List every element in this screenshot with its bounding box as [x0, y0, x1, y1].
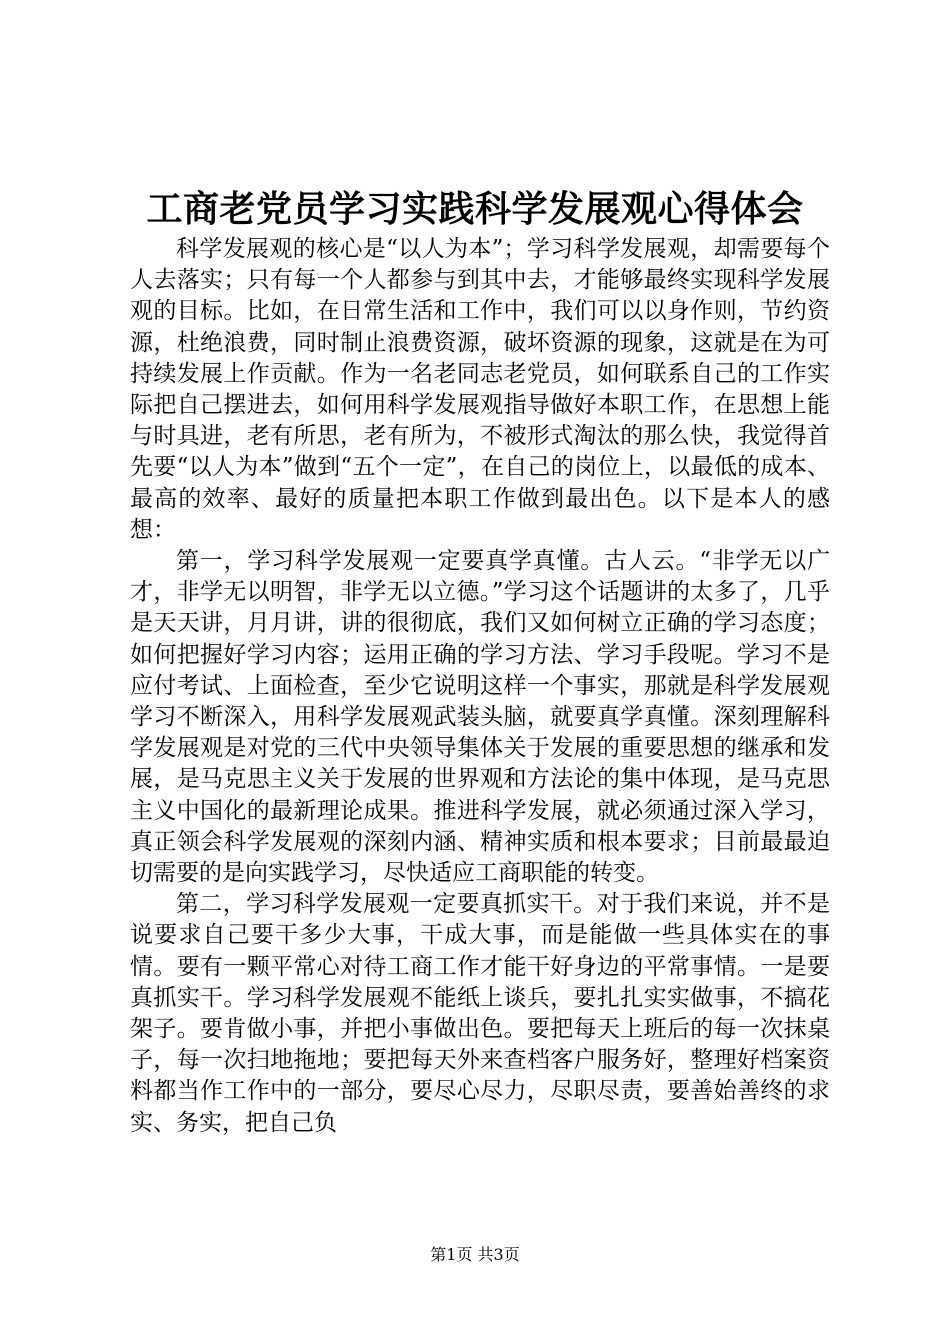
page-number-footer: 第1页 共3页 — [430, 1245, 520, 1264]
document-body — [130, 234, 830, 1139]
paragraph-intro: 科学发展观的核心是“以人为本”；学习科学发展观，却需要每个人去落实；只有每一个人都参与到其中去，才能够最终实现科学发展观的目标。比如，在日常生活和工作中，我们可以以身作则，节约资源，杜绝浪费，同时制止浪费资源，破坏资源的现象，这就是在为可持续发展上作贡献。作为一名老同志老党员，如何联系自己的工作实际把自己摆进去，如何用科学发展观指导做好本职工作，在思想上能与时具进，老有所思，老有所为，不被形式淘汰的那么快，我觉得首先要“以人为本”做到“五个一定”，在自己的岗位上，以最低的成本、最高的效率、最好的质量把本职工作做到最出色。以下是本人的感想： — [130, 236, 830, 543]
paragraph-first-point: 第一，学习科学发展观一定要真学真懂。古人云。“非学无以广才，非学无以明智，非学无以立德。”学习这个话题讲的太多了，几乎是天天讲，月月讲，讲的很彻底，我们又如何树立正确的学习态度；如何把握好学习内容；运用正确的学习方法、学习手段呢。学习不是应付考试、上面检查，至少它说明这样一个事实，那就是科学发展观学习不断深入，用科学发展观武装头脑，就要真学真懂。深刻理解科学发展观是对党的三代中央领导集体关于发展的重要思想的继承和发展，是马克思主义关于发展的世界观和方法论的集中体现，是马克思主义中国化的最新理论成果。推进科学发展，就必须通过深入学习，真正领会科学发展观的深刻内涵、精神实质和根本要求；目前最最迫切需要的是向实践学习，尽快适应工商职能的转变。 — [130, 548, 830, 887]
document-title: 工商老党员学习实践科学发展观心得体会 — [146, 188, 804, 230]
paragraph-second-point: 第二，学习科学发展观一定要真抓实干。对于我们来说，并不是说要求自己要干多少大事，干成大事，而是能做一些具体实在的事情。要有一颗平常心对待工商工作才能干好身边的平常事情。一是要真抓实干。学习科学发展观不能纸上谈兵，要扎扎实实做事，不搞花架子。要肯做小事，并把小事做出色。要把每天上班后的每一次抹桌子，每一次扫地拖地；要把每天外来查档客户服务好，整理好档案资料都当作工作中的一部分，要尽心尽力，尽职尽责，要善始善终的求实、务实，把自己负 — [130, 891, 830, 1136]
